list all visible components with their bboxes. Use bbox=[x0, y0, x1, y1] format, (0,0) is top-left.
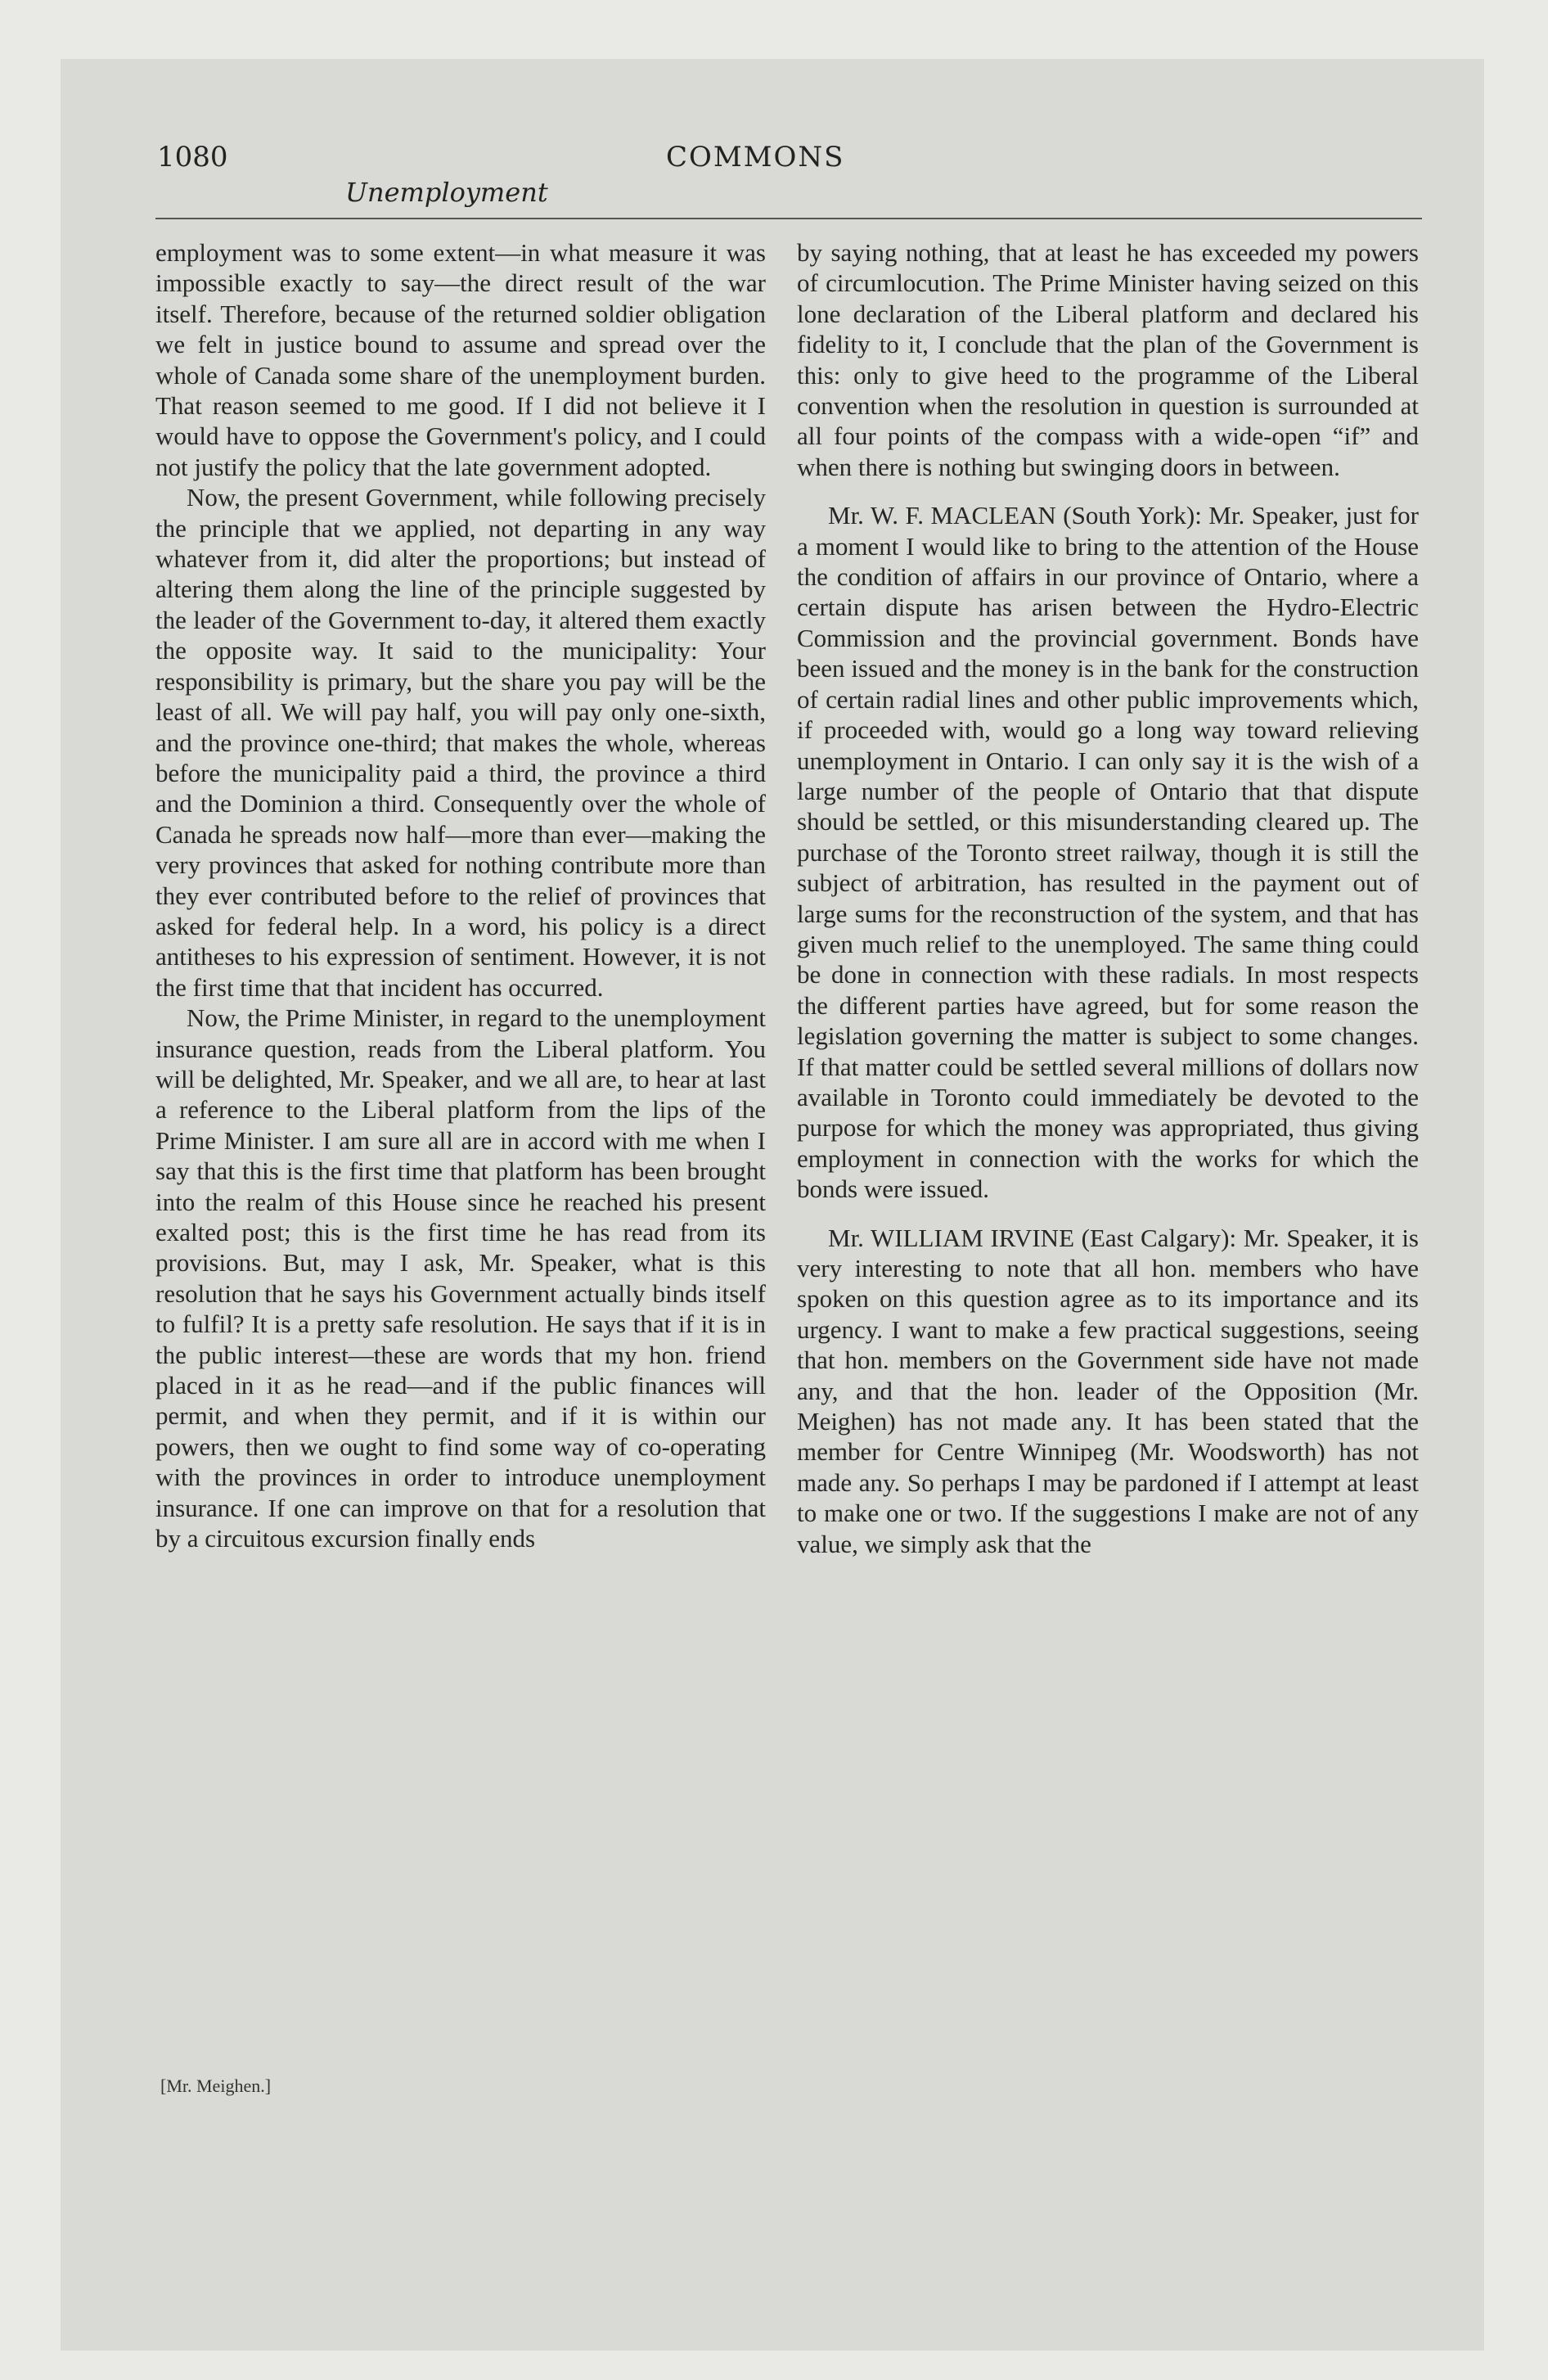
left-paragraph-1: employment was to some extent—in what measure it was impossible exactly to say—the direct result of the war itself. Therefore, because of the returned soldier obligation we felt in justice bound to assume and spread over the whole of Canada some share of the unemployment burden. That reason seemed to me good. If I did not believe it I would have to oppose the Government's policy, and I could not justify the policy that the late government adopted. bbox=[155, 238, 766, 481]
left-paragraph-2: Now, the present Government, while following precisely the principle that we applied, not departing in any way whatever from it, did alter the proportions; but instead of altering them along the line of the principle suggested by the leader of the Government to-day, it altered them exactly the opposite way. It said to the municipality: Your responsibility is primary, but the share you pay will be the least of all. We will pay half, you will pay only one-sixth, and the province one-third; that makes the whole, whereas before the municipality paid a third, the province a third and the Dominion a third. Consequently over the whole of Canada he spreads now half—more than ever—making the very provinces that asked for nothing contribute more than they ever contributed before to the relief of provinces that asked for federal help. In a word, his policy is a direct antitheses to his expression of sentiment. However, it is not the first time that that incident has occurred. bbox=[155, 483, 766, 1002]
right-paragraph-3: Mr. WILLIAM IRVINE (East Calgary): Mr. Speaker, it is very interesting to note that all hon. members who have spoken on this question agree as to its importance and its urgency. I want to make a few practical suggestions, seeing that hon. members on the Government side have not made any, and that the hon. leader of the Opposition (Mr. Meighen) has not made any. It has been stated that the member for Centre Winnipeg (Mr. Woodsworth) has not made any. So perhaps I may be pardoned if I attempt at least to make one or two. If the suggestions I make are not of any value, we simply ask that the bbox=[797, 1223, 1419, 1558]
left-column bbox=[155, 237, 766, 1553]
section-title: COMMONS bbox=[666, 141, 845, 174]
page-number: 1080 bbox=[157, 141, 228, 174]
right-paragraph-1: by saying nothing, that at least he has exceeded my powers of circumlocution. The Prime Minister having seized on this lone declaration of the Liberal platform and declared his fidelity to it, I conclude that the plan of the Government is this: only to give heed to the programme of the Liberal convention when the resolution in question is surrounded at all four points of the compass with a wide-open “if” and when there is nothing but swinging doors in between. bbox=[797, 238, 1419, 481]
running-title: Unemployment bbox=[345, 177, 548, 208]
right-paragraph-2: Mr. W. F. MACLEAN (South York): Mr. Speaker, just for a moment I would like to bring to the attention of the House the condition of affairs in our province of Ontario, where a certain dispute has arisen between the Hydro-Electric Commission and the provincial government. Bonds have been issued and the money is in the bank for the construction of certain radial lines and other public improvements which, if proceeded with, would go a long way toward relieving unemployment in Ontario. I can only say it is the wish of a large number of the people of Ontario that that dispute should be settled, or this misunderstanding cleared up. The purchase of the Toronto street railway, though it is still the subject of arbitration, has resulted in the payment out of large sums for the reconstruction of the system, and that has given much relief to the unemployed. The same thing could be done in connection with these radials. In most respects the different parties have agreed, but for some reason the legislation governing the matter is subject to some changes. If that matter could be settled several millions of dollars now available in Toronto could immediately be devoted to the purpose for which the money was appropriated, thus giving employment in connection with the works for which the bonds were issued. bbox=[797, 501, 1419, 1204]
header-rule bbox=[155, 218, 1422, 219]
speaker-footnote: [Mr. Meighen.] bbox=[160, 2076, 272, 2096]
page-header bbox=[157, 141, 1384, 216]
left-paragraph-3: Now, the Prime Minister, in regard to the unemployment insurance question, reads from the Liberal platform. You will be delighted, Mr. Speaker, and we all are, to hear at last a reference to the Liberal platform from the lips of the Prime Minister. I am sure all are in accord with me when I say that this is the first time that platform has been brought into the realm of this House since he reached his present exalted post; this is the first time he has read from its provisions. But, may I ask, Mr. Speaker, what is this resolution that he says his Government actually binds itself to fulfil? It is a pretty safe resolution. He says that if it is in the public interest—these are words that my hon. friend placed in it as he read—and if the public finances will permit, and when they permit, and if it is within our powers, then we ought to find some way of co-operating with the provinces in order to introduce unemployment insurance. If one can improve on that for a resolution that by a circuitous excursion finally ends bbox=[155, 1003, 766, 1553]
right-column bbox=[797, 237, 1419, 1559]
